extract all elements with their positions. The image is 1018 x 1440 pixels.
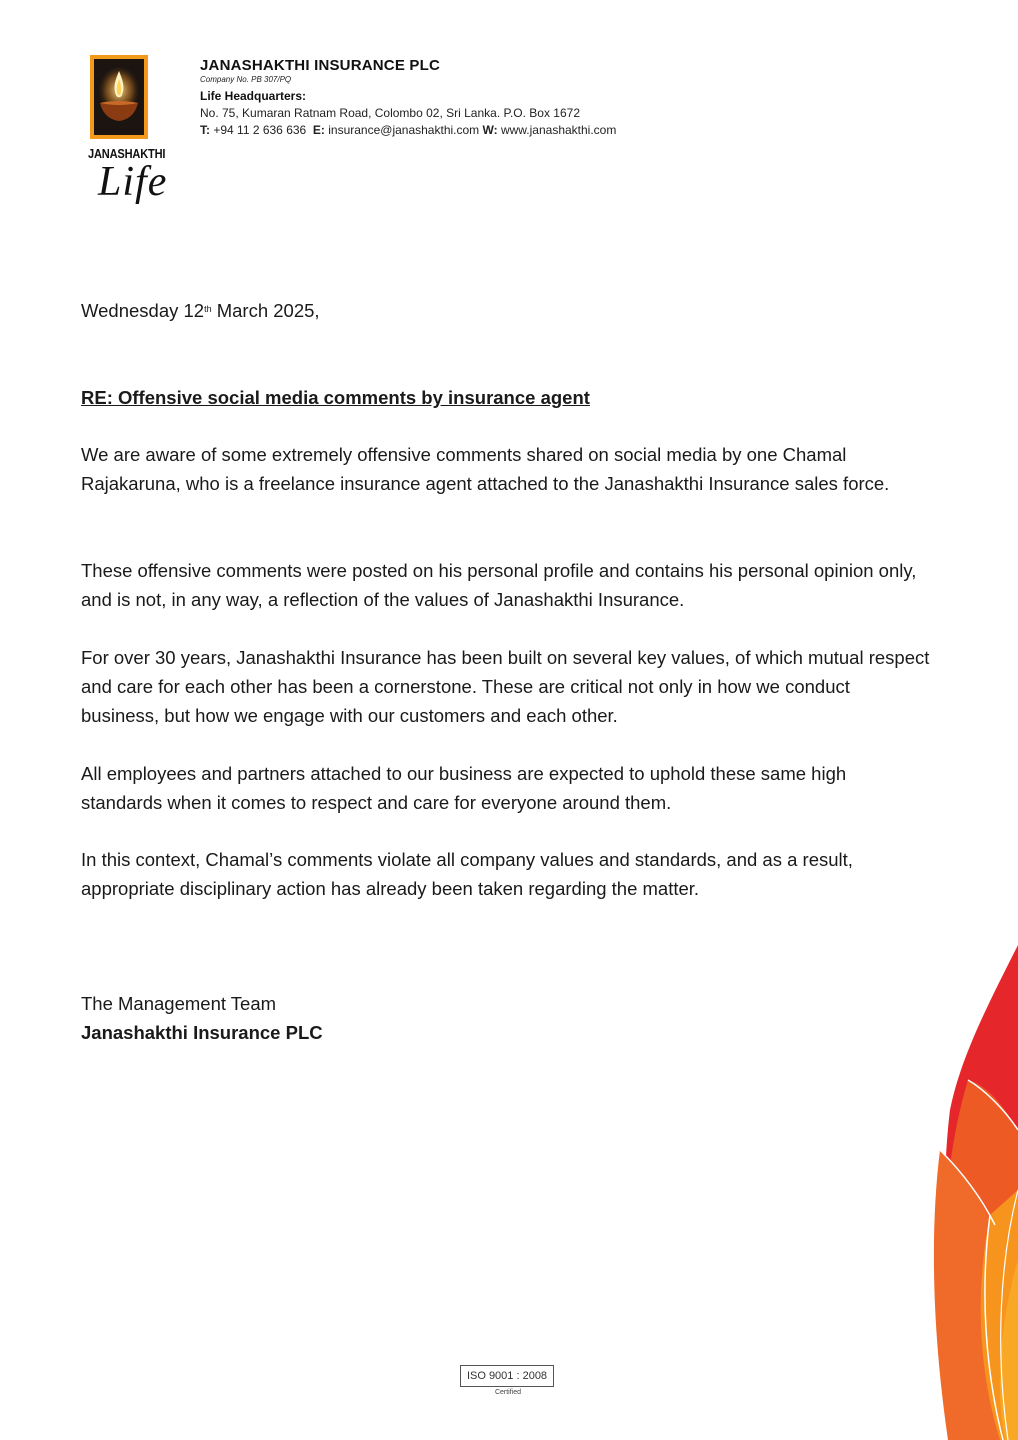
oil-lamp-icon	[94, 59, 144, 135]
email-address: insurance@janashakthi.com	[328, 123, 480, 137]
website: www.janashakthi.com	[500, 123, 617, 137]
company-name: JANASHAKTHI INSURANCE PLC	[200, 57, 441, 74]
date-ordinal: th	[204, 304, 212, 314]
iso-certified-label: Certified	[494, 1389, 522, 1396]
phone-label: T:	[200, 123, 210, 137]
letterhead-details	[200, 57, 616, 137]
iso-badge: ISO 9001 : 2008	[460, 1365, 554, 1387]
date-day: Wednesday 12	[81, 300, 205, 321]
phone-number: +94 11 2 636 636	[213, 123, 307, 137]
company-logo	[90, 55, 148, 139]
hq-contact	[200, 123, 616, 137]
paragraph-2: These offensive comments were posted on his personal profile and contains his personal opinion only, and is not, in any way, a reflection of the values of Janashakthi Insurance.	[81, 560, 917, 610]
company-number: Company No. PB 307/PQ	[200, 75, 292, 84]
paragraph-5: In this context, Chamal’s comments violate all company values and standards, and as a result, appropriate disciplinary action has already been taken regarding the matter.	[81, 849, 853, 899]
logo-script: Life	[98, 159, 168, 205]
hq-label: Life Headquarters:	[200, 89, 307, 103]
paragraph-4: All employees and partners attached to our business are expected to uphold these same high standards when it comes to respect and care for everyone around them.	[81, 763, 847, 813]
logo-wordmark: JANASHAKTHI	[88, 146, 166, 161]
hq-address: No. 75, Kumaran Ratnam Road, Colombo 02, Sri Lanka. P.O. Box 1672	[200, 106, 580, 120]
date-month-year: March 2025,	[211, 300, 320, 321]
email-label: E:	[312, 123, 325, 137]
paragraph-3: For over 30 years, Janashakthi Insurance has been built on several key values, of which mutual respect and care for each other has been a cornerstone. These are critical not only in how we conduct business, but how we engage with our customers and each other.	[81, 647, 930, 726]
letter-subject: RE: Offensive social media comments by insurance agent	[81, 387, 590, 408]
signature-company: Janashakthi Insurance PLC	[81, 1022, 323, 1043]
signature-team: The Management Team	[81, 993, 277, 1014]
letter-date	[81, 296, 931, 325]
paragraph-1: We are aware of some extremely offensive comments shared on social media by one Chamal Rajakaruna, who is a freelance insurance agent attached to the Janashakthi Insurance sales force.	[81, 444, 890, 494]
web-label: W:	[482, 123, 498, 137]
